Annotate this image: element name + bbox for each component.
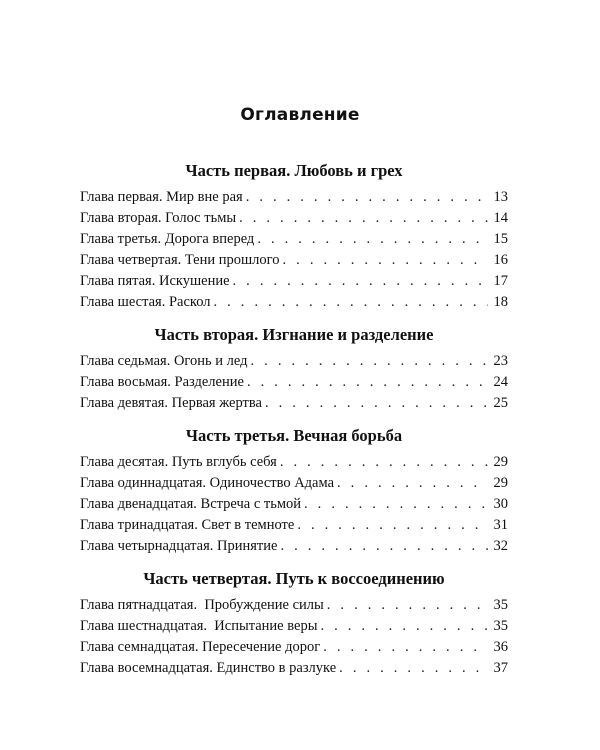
chapter-title: Глава четвертая. Тени прошлого — [80, 252, 280, 268]
toc-entry[interactable] — [80, 229, 508, 250]
page-number: 29 — [493, 475, 508, 491]
page-number: 18 — [493, 294, 508, 310]
toc-entry[interactable] — [80, 393, 508, 414]
dot-leader — [265, 393, 488, 414]
dot-leader — [304, 494, 488, 515]
chapter-title: Глава десятая. Путь вглубь себя — [80, 454, 277, 470]
dot-leader — [327, 595, 488, 616]
toc-entry[interactable] — [80, 658, 508, 679]
chapter-title: Глава пятнадцатая. Пробуждение силы — [80, 597, 324, 613]
part-title: Часть третья. Вечная борьба — [185, 426, 403, 445]
chapter-title: Глава двенадцатая. Встреча с тьмой — [80, 496, 302, 512]
chapter-title: Глава седьмая. Огонь и лед — [80, 353, 248, 369]
toc-entry[interactable] — [80, 271, 508, 292]
chapter-title: Глава девятая. Первая жертва — [80, 395, 262, 411]
toc-part — [80, 322, 508, 414]
dot-leader — [283, 250, 488, 271]
dot-leader — [297, 515, 488, 536]
page-number: 32 — [493, 538, 508, 554]
page-number: 17 — [493, 273, 508, 289]
page-number: 24 — [493, 374, 508, 390]
page-number: 29 — [493, 454, 508, 470]
toc-entry[interactable] — [80, 473, 508, 494]
dot-leader — [247, 372, 488, 393]
chapter-title: Глава семнадцатая. Пересечение дорог — [80, 639, 321, 655]
page-number: 36 — [493, 639, 508, 655]
toc-entry[interactable] — [80, 250, 508, 271]
toc-heading: Оглавление — [240, 105, 360, 125]
page-number: 35 — [493, 597, 508, 613]
part-title: Часть первая. Любовь и грех — [185, 161, 403, 180]
dot-leader — [280, 452, 488, 473]
toc-entry[interactable] — [80, 208, 508, 229]
toc-entry[interactable] — [80, 187, 508, 208]
toc-entry[interactable] — [80, 515, 508, 536]
chapter-title: Глава восьмая. Разделение — [80, 374, 244, 390]
toc-entry[interactable] — [80, 452, 508, 473]
toc-entry[interactable] — [80, 494, 508, 515]
chapter-title: Глава одиннадцатая. Одиночество Адама — [80, 475, 335, 491]
chapter-title: Глава шестнадцатая. Испытание веры — [80, 618, 318, 634]
dot-leader — [337, 473, 488, 494]
toc-entry[interactable] — [80, 637, 508, 658]
page-number: 35 — [493, 618, 508, 634]
dot-leader — [246, 187, 488, 208]
part-title: Часть вторая. Изгнание и разделение — [154, 325, 434, 344]
part-entries — [80, 351, 508, 414]
part-title: Часть четвертая. Путь к воссоединению — [143, 569, 445, 588]
page-number: 15 — [493, 231, 508, 247]
dot-leader — [239, 208, 488, 229]
page-number: 31 — [493, 517, 508, 533]
toc-part — [80, 423, 508, 557]
dot-leader — [233, 271, 488, 292]
chapter-title: Глава восемнадцатая. Единство в разлуке — [80, 660, 337, 676]
dot-leader — [280, 536, 488, 557]
chapter-title: Глава тринадцатая. Свет в темноте — [80, 517, 295, 533]
page-number: 13 — [493, 189, 508, 205]
dot-leader — [323, 637, 488, 658]
part-entries — [80, 595, 508, 679]
toc-part — [80, 566, 508, 679]
dot-leader — [339, 658, 488, 679]
chapter-title: Глава первая. Мир вне рая — [80, 189, 243, 205]
chapter-title: Глава шестая. Раскол — [80, 294, 211, 310]
toc-part — [80, 158, 508, 313]
chapter-title: Глава четырнадцатая. Принятие — [80, 538, 278, 554]
toc-entry[interactable] — [80, 595, 508, 616]
toc-entry[interactable] — [80, 616, 508, 637]
chapter-title: Глава вторая. Голос тьмы — [80, 210, 237, 226]
part-entries — [80, 187, 508, 313]
part-entries — [80, 452, 508, 557]
dot-leader — [214, 292, 489, 313]
dot-leader — [251, 351, 488, 372]
toc-entry[interactable] — [80, 372, 508, 393]
page-number: 16 — [493, 252, 508, 268]
toc-entry[interactable] — [80, 351, 508, 372]
toc-entry[interactable] — [80, 292, 508, 313]
page-number: 14 — [493, 210, 508, 226]
page-number: 37 — [493, 660, 508, 676]
page-number: 30 — [493, 496, 508, 512]
dot-leader — [320, 616, 488, 637]
chapter-title: Глава третья. Дорога вперед — [80, 231, 255, 247]
page-number: 25 — [493, 395, 508, 411]
toc-entry[interactable] — [80, 536, 508, 557]
dot-leader — [257, 229, 488, 250]
page-number: 23 — [493, 353, 508, 369]
table-of-contents — [80, 158, 508, 679]
chapter-title: Глава пятая. Искушение — [80, 273, 230, 289]
